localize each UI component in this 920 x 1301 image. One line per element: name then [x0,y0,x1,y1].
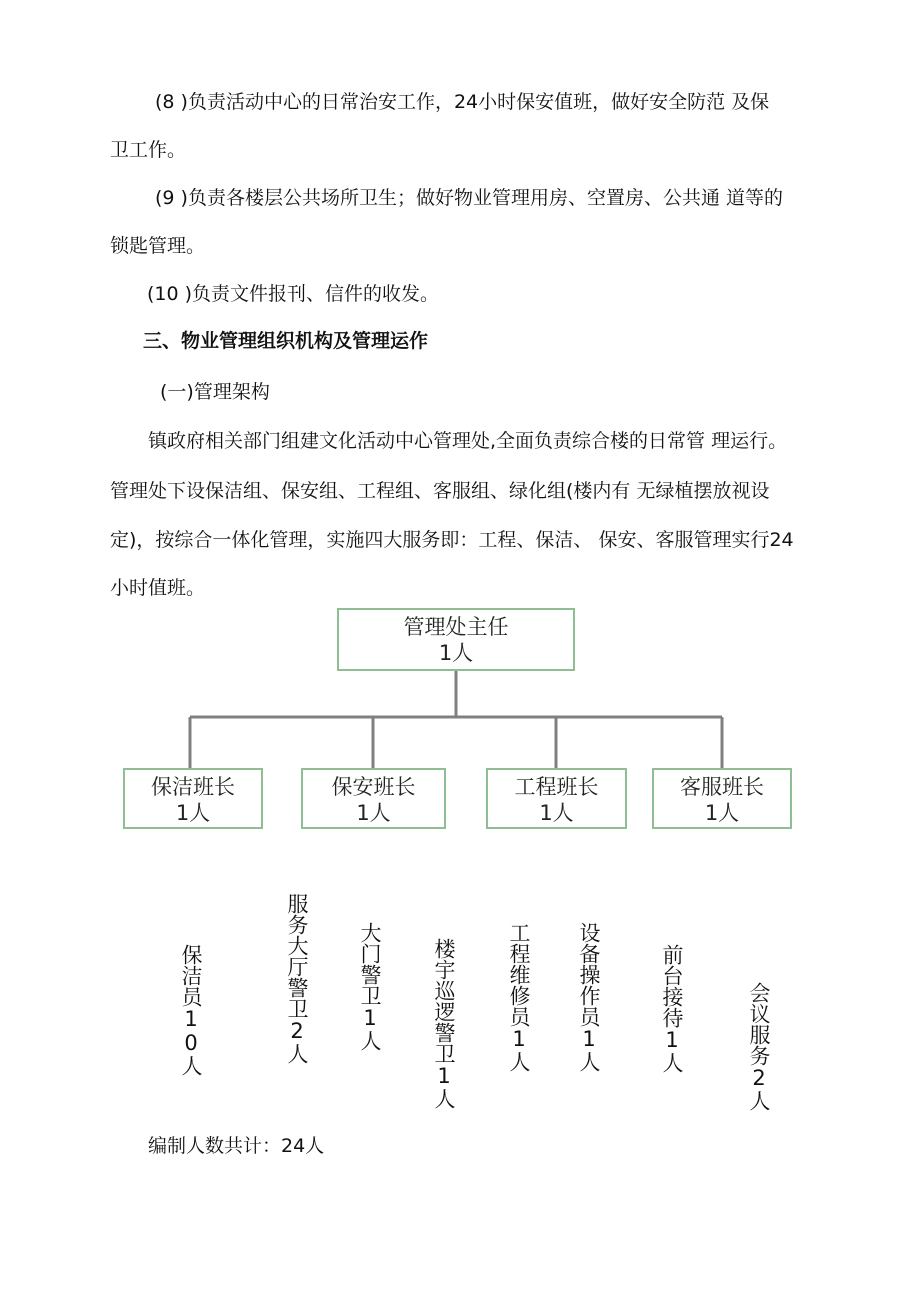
paragraph-9-line-2: 锁匙管理。 [110,235,206,257]
body-line-3: 定)，按综合一体化管理，实施四大服务即：工程、保洁、 保安、客服管理实行24 [110,529,794,551]
director-title: 管理处主任 [403,615,509,639]
cleaning-leader-title: 保洁班长 [151,775,235,799]
security-leader-title: 保安班长 [331,775,416,799]
org-box-director [337,608,575,671]
staff-reception: 前台接待1人 [660,944,684,1073]
staff-gate-guard: 大门警卫1人 [358,922,382,1051]
service-leader-count: 1人 [704,801,740,825]
service-leader-title: 客服班长 [680,775,764,799]
staff-patrol-guard: 楼宇巡逻警卫1人 [432,938,456,1109]
staff-lobby-guards: 服务大厅警卫2人 [285,893,309,1064]
staff-equipment-operator: 设备操作员1人 [577,922,601,1072]
body-line-2: 管理处下设保洁组、保安组、工程组、客服组、绿化组(楼内有 无绿植摆放视设 [110,480,770,502]
director-count: 1人 [438,641,474,665]
paragraph-8-line-2: 卫工作。 [110,139,187,161]
staff-maintenance: 工程维修员1人 [507,922,531,1072]
cleaning-leader-count: 1人 [175,801,211,825]
body-line-4: 小时值班。 [110,577,206,599]
paragraph-10: (10 )负责文件报刊、信件的收发。 [147,283,440,305]
engineering-leader-count: 1人 [539,801,574,825]
org-box-security-leader [301,768,446,829]
body-line-1: 镇政府相关部门组建文化活动中心管理处,全面负责综合楼的日常管 理运行。 [148,430,788,452]
paragraph-8-line-1: (8 )负责活动中心的日常治安工作，24小时保安值班，做好安全防范 及保 [155,91,770,113]
org-box-engineering-leader [486,768,627,829]
subheading-management-structure: (一)管理架构 [160,381,270,403]
section-heading-3: 三、物业管理组织机构及管理运作 [143,330,429,352]
total-headcount: 编制人数共计：24人 [148,1135,325,1157]
staff-cleaners: 保洁员10人 [179,944,203,1076]
security-leader-count: 1人 [356,801,391,825]
org-box-cleaning-leader [123,768,263,829]
staff-meeting-service: 会议服务2人 [747,982,771,1111]
engineering-leader-title: 工程班长 [514,775,599,799]
paragraph-9-line-1: (9 )负责各楼层公共场所卫生；做好物业管理用房、空置房、公共通 道等的 [155,187,783,209]
org-box-service-leader [652,768,792,829]
